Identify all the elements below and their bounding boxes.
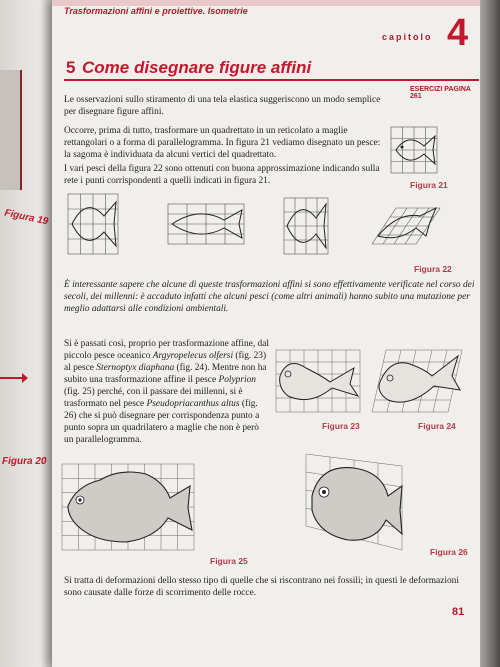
page-number: 81 — [452, 606, 465, 618]
running-header: Trasformazioni affini e proiettive. Isometrie — [64, 6, 248, 16]
left-arrow-icon — [0, 377, 26, 379]
figure-23-argyropelecus — [274, 346, 364, 416]
left-figure-label-bottom: Figura 20 — [2, 456, 47, 467]
paragraph-fish-examples: Si è passati così, proprio per trasformazione affine, dal piccolo pesce oceanico Argyropelecus olfersi (fig. 23) al pesce Sternoptyx diaphana (fig. 24). Mentre non ha subito una trasformazione affine il pesce Polyprion (fig. 25) perché, con il passare dei millenni, si è trasformato nel pesce Pseudopriacanthus altus (fig. 26) che si può disegnare per corrispondenza punto a punto sopra un quadrilatero a maglie che non è però un parallelogramma. — [64, 339, 269, 445]
figure-23-label: Figura 23 — [322, 421, 360, 431]
right-page-edge — [480, 0, 500, 667]
paragraph-fig22: I vari pesci della figura 22 sono ottenuti con buona approssimazione indicando sulla rete i punti corrispondenti a quelli indicati in figura 21. — [64, 164, 380, 186]
textbook-page — [52, 0, 482, 667]
chapter-number: 4 — [447, 12, 469, 54]
figure-26-label: Figura 26 — [430, 547, 468, 557]
figure-22-fish-series — [64, 192, 469, 262]
figure-25-label: Figura 25 — [210, 556, 248, 566]
figure-25-polyprion — [60, 462, 196, 552]
figure-21-label: Figura 21 — [410, 180, 448, 190]
figure-26-pseudopriacanthus — [302, 450, 408, 556]
figure-22-label: Figura 22 — [414, 264, 452, 274]
left-figure-label-top: Figura 19 — [3, 207, 50, 228]
figure-24-sternoptyx — [370, 346, 466, 416]
figure-21-fish-grid — [390, 126, 438, 174]
left-page-strip — [0, 70, 22, 190]
section-title: Come disegnare figure affini — [82, 58, 312, 77]
paragraph-mutation: È interessante sapere che alcune di queste trasformazioni affini si sono effettivamente verificate nel corso dei secoli, dei millenni: è accaduto infatti che alcuni pesci (come altri animali) hanno subito una mutazione per meglio adattarsi alle condizioni ambientali. — [64, 280, 475, 314]
figure-24-label: Figura 24 — [418, 421, 456, 431]
section-rule — [64, 79, 479, 81]
paragraph-grid: Occorre, prima di tutto, trasformare un quadrettato in un reticolato a maglie rettangolari o a forma di parallelogramma. In figura 21 vediamo disegnato un pesce: la sagoma è individuata da alcuni vertici del quadrettato. — [64, 126, 381, 160]
chapter-word: capitolo — [382, 32, 433, 42]
paragraph-intro: Le osservazioni sullo stiramento di una tela elastica suggeriscono un modo semplice per disegnare figure affini. — [64, 95, 381, 117]
exercise-ref: ESERCIZI PAGINA 261 — [410, 86, 471, 100]
left-page-edge — [0, 0, 58, 667]
section-number: 5 — [66, 58, 76, 77]
paragraph-fossils: Si tratta di deformazioni dello stesso tipo di quelle che si riscontrano nei fossili; in questi le deformazioni sono causate dalle forze di scorrimento delle rocce. — [64, 576, 459, 598]
